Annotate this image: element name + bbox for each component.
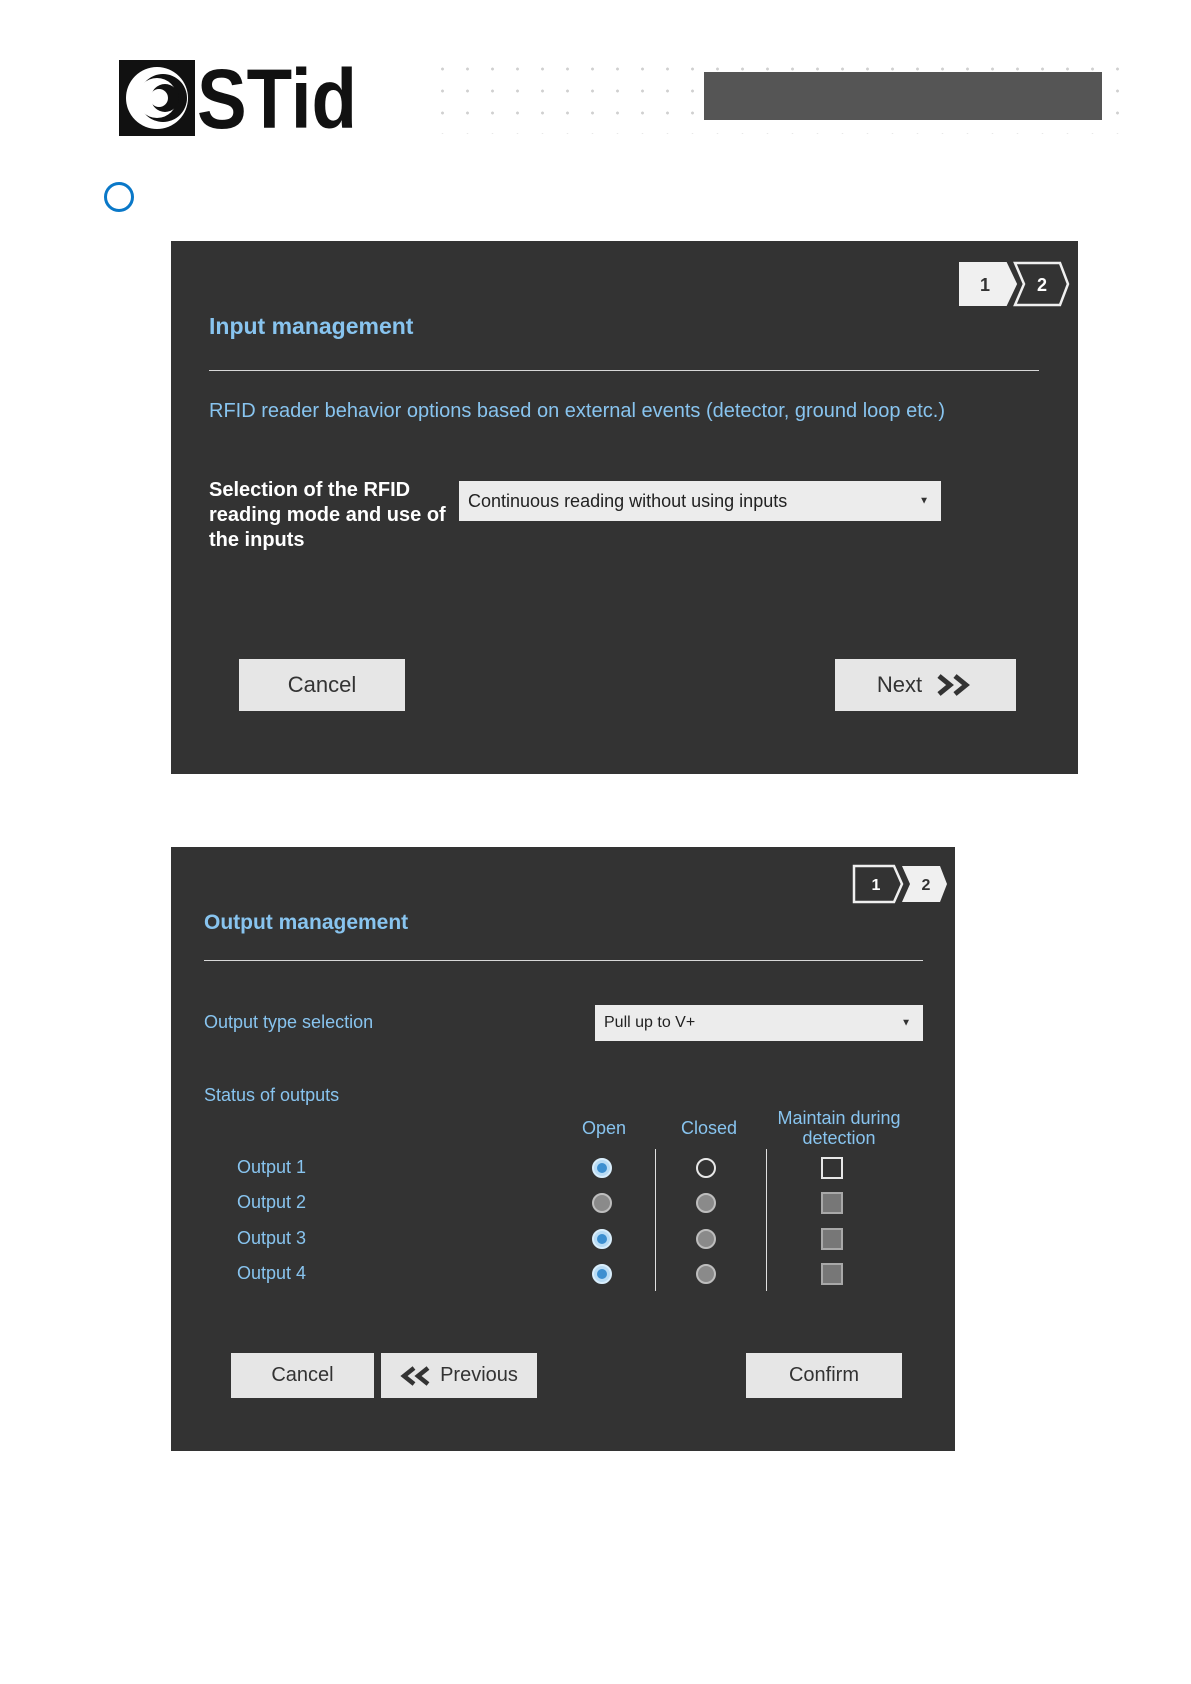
- output-3-closed-radio[interactable]: [696, 1229, 716, 1249]
- confirm-button-label: Confirm: [788, 1364, 859, 1386]
- step-1-label: 1: [979, 275, 991, 295]
- step-1-label: 1: [871, 877, 881, 894]
- step-2-label: 2: [921, 877, 931, 894]
- reading-mode-value: Continuous reading without using inputs: [468, 490, 788, 511]
- cancel-button-label: Cancel: [287, 672, 357, 697]
- chevron-down-icon: ▼: [901, 1017, 911, 1029]
- column-open: Open: [581, 1118, 627, 1138]
- output-type-value: Pull up to V+: [604, 1014, 696, 1031]
- output-type-label: Output type selection: [204, 1012, 374, 1032]
- title-divider: [204, 960, 923, 961]
- reading-mode-label: Selection of the RFID reading mode and use of the inputs: [209, 479, 446, 551]
- output-4-open-radio[interactable]: [592, 1264, 612, 1284]
- header-bar: [704, 72, 1102, 120]
- input-management-dialog: [171, 241, 1078, 774]
- output-2-open-radio[interactable]: [592, 1193, 612, 1213]
- confirm-button[interactable]: [746, 1353, 902, 1398]
- dialog-title: Input management: [209, 313, 414, 339]
- chevron-down-icon: ▼: [919, 495, 929, 507]
- output-1-open-radio[interactable]: [592, 1158, 612, 1178]
- step-2-label: 2: [1036, 275, 1048, 295]
- double-chevron-right-icon: [936, 673, 974, 697]
- column-divider: [655, 1149, 656, 1291]
- step-indicator: [852, 864, 947, 904]
- output-2-closed-radio[interactable]: [696, 1193, 716, 1213]
- description-text: RFID reader behavior options based on external events (detector, ground loop etc.): [209, 400, 945, 422]
- output-2-label: Output 2: [237, 1192, 307, 1212]
- step-indicator: [958, 261, 1066, 307]
- stid-logo: [119, 52, 359, 146]
- status-of-outputs-label: Status of outputs: [204, 1085, 340, 1105]
- output-2-maintain-checkbox[interactable]: [821, 1192, 843, 1214]
- double-chevron-left-icon: [400, 1366, 432, 1386]
- previous-button-label: Previous: [440, 1364, 518, 1386]
- output-3-maintain-checkbox[interactable]: [821, 1228, 843, 1250]
- output-1-label: Output 1: [237, 1157, 307, 1177]
- reading-mode-select[interactable]: [459, 481, 941, 521]
- dialog-title: Output management: [204, 911, 409, 934]
- previous-button[interactable]: [381, 1353, 537, 1398]
- circle-bullet-icon: [104, 182, 134, 212]
- cancel-button[interactable]: [231, 1353, 374, 1398]
- output-4-label: Output 4: [237, 1263, 307, 1283]
- column-closed: Closed: [680, 1118, 738, 1138]
- next-button-label: Next: [876, 672, 923, 697]
- output-type-select[interactable]: [595, 1005, 923, 1041]
- output-management-dialog: [171, 847, 955, 1451]
- cancel-button-label: Cancel: [271, 1364, 334, 1386]
- output-3-label: Output 3: [237, 1228, 307, 1248]
- column-divider: [766, 1149, 767, 1291]
- output-1-closed-radio[interactable]: [696, 1158, 716, 1178]
- output-4-closed-radio[interactable]: [696, 1264, 716, 1284]
- cancel-button[interactable]: [239, 659, 405, 711]
- title-divider: [209, 370, 1039, 371]
- next-button[interactable]: [835, 659, 1016, 711]
- output-3-open-radio[interactable]: [592, 1229, 612, 1249]
- output-1-maintain-checkbox[interactable]: [821, 1157, 843, 1179]
- output-4-maintain-checkbox[interactable]: [821, 1263, 843, 1285]
- column-maintain: Maintain during detection: [777, 1108, 901, 1148]
- svg-text:STid: STid: [197, 52, 357, 146]
